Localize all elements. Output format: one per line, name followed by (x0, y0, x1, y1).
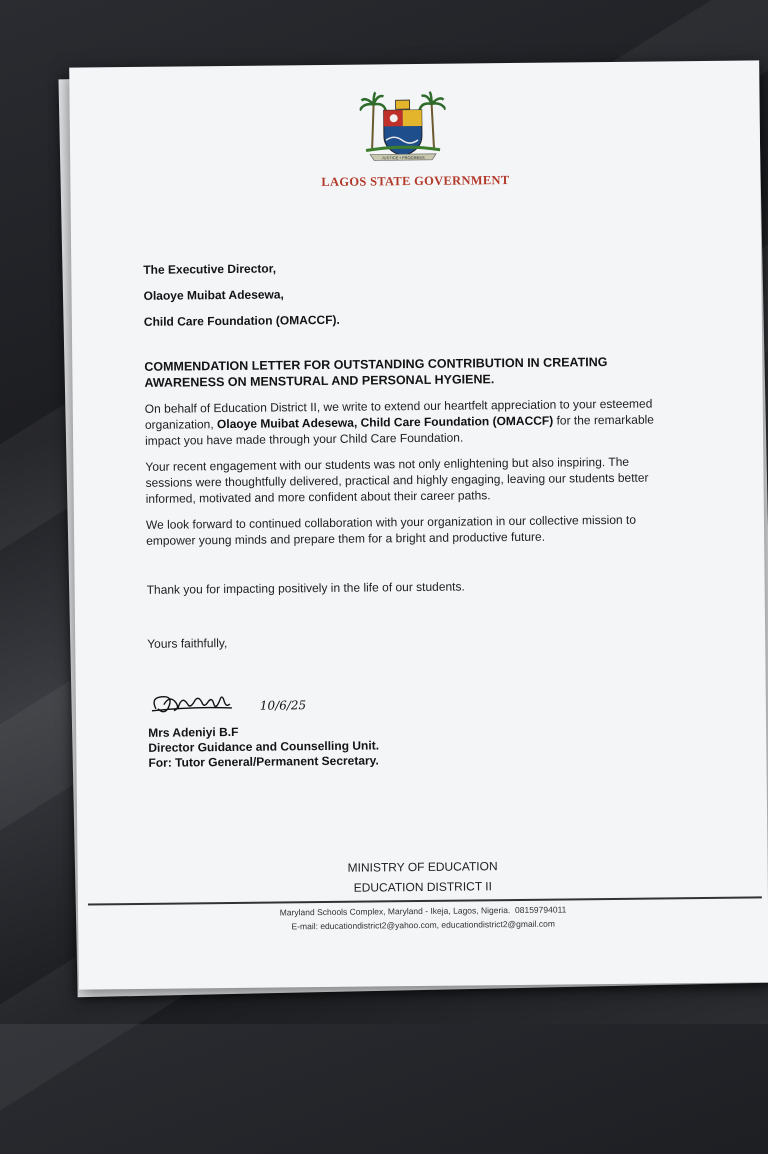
footer-ministry: MINISTRY OF EDUCATION (347, 859, 498, 875)
footer-address: Maryland Schools Complex, Maryland - Ikeja, Lagos, Nigeria. (279, 905, 511, 918)
body-paragraph-2: Your recent engagement with our students was not only enlightening but also inspiring. The sessions were thoughtfully delivered, practical and highly engaging, leaving our students better informed, motivated and more confident about their career paths. (145, 454, 649, 506)
footer-district: EDUCATION DISTRICT II (353, 879, 492, 895)
closing-salutation: Yours faithfully, (147, 636, 228, 651)
letter-page (69, 60, 768, 989)
signer-title: Director Guidance and Counselling Unit. (148, 738, 380, 755)
coat-of-arms-icon (359, 88, 446, 169)
footer-phone: 08159794011 (514, 904, 567, 916)
signer-for-line: For: Tutor General/Permanent Secretary. (148, 753, 379, 770)
government-title: LAGOS STATE GOVERNMENT (321, 173, 510, 190)
organization-name-bold: Olaoye Muibat Adesewa, Child Care Foundation (OMACCF) (216, 413, 554, 432)
footer-email: E-mail: educationdistrict2@yahoo.com, educationdistrict2@gmail.com (291, 918, 555, 932)
signature-date: 10/6/25 (259, 698, 307, 713)
paragraph-1-start: On behalf of Education District II, we write to extend our heartfelt appreciation to your esteemed organization, (144, 396, 653, 432)
letter-subject: COMMENDATION LETTER FOR OUTSTANDING CONTRIBUTION IN CREATING AWARENESS ON MENSTURAL AND PERSONAL HYGIENE. (144, 355, 608, 390)
recipient-line-3: Child Care Foundation (OMACCF). (143, 312, 340, 329)
crest-motto-text: JUSTICE • PROGRESS (381, 154, 425, 161)
signature-block (148, 684, 380, 770)
signer-name: Mrs Adeniyi B.F (148, 724, 239, 740)
recipient-line-2: Olaoye Muibat Adesewa, (143, 287, 284, 303)
recipient-line-1: The Executive Director, (143, 261, 277, 277)
handwritten-signature-icon (148, 685, 318, 721)
body-paragraph-3: We look forward to continued collaboration with your organization in our collective mission to empower young minds and prepare them for a bright and productive future. (145, 512, 637, 548)
body-paragraph-1 (145, 395, 675, 449)
paragraph-1-end: for the remarkable impact you have made through your Child Care Foundation. (145, 412, 654, 448)
thank-you-line: Thank you for impacting positively in the life of our students. (146, 579, 465, 597)
